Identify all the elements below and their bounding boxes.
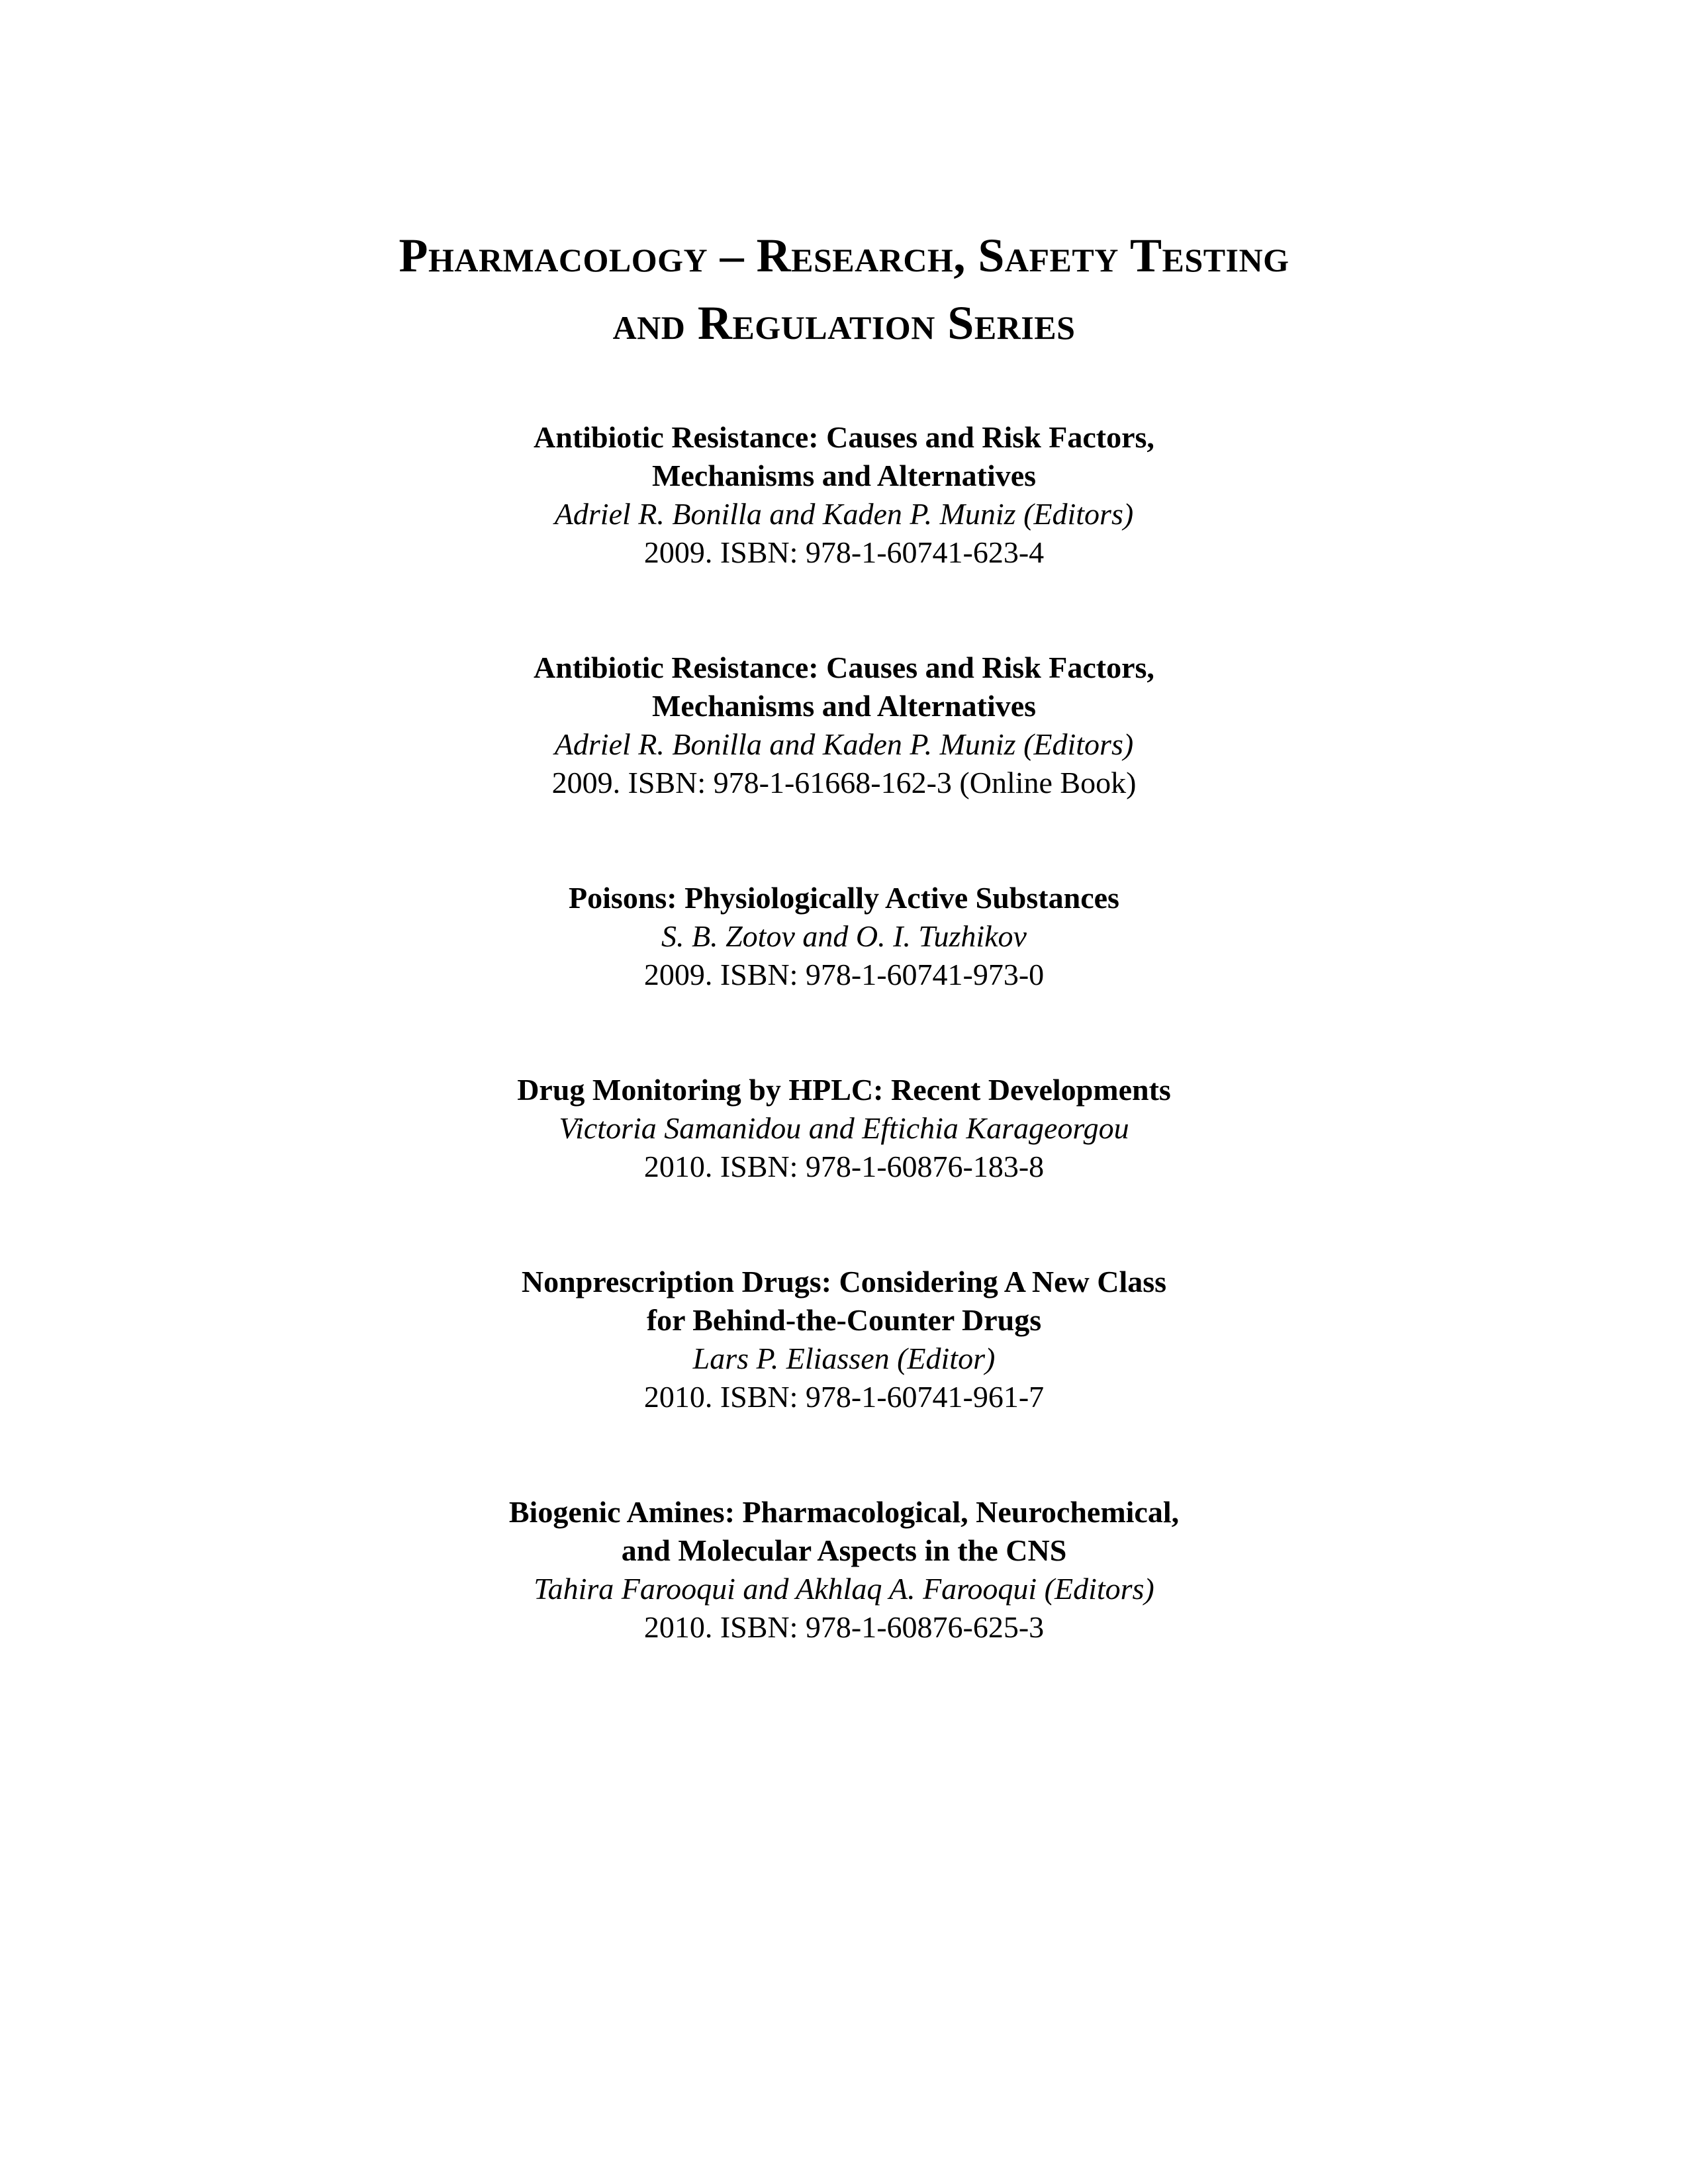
- series-title-line-1: Pharmacology – Research, Safety Testing: [399, 229, 1289, 282]
- book-list: [0, 418, 1688, 1723]
- book-authors: Adriel R. Bonilla and Kaden P. Muniz (Editors): [554, 727, 1134, 761]
- book-title-line-2: Mechanisms and Alternatives: [651, 459, 1037, 492]
- book-isbn: 2009. ISBN: 978-1-61668-162-3 (Online Book): [551, 766, 1137, 799]
- book-isbn: 2010. ISBN: 978-1-60876-183-8: [643, 1150, 1045, 1183]
- book-title-line-1: Antibiotic Resistance: Causes and Risk Factors,: [534, 420, 1154, 454]
- book-authors: Tahira Farooqui and Akhlaq A. Farooqui (Editors): [534, 1572, 1154, 1606]
- book-isbn: 2010. ISBN: 978-1-60876-625-3: [643, 1610, 1045, 1644]
- book-isbn: 2010. ISBN: 978-1-60741-961-7: [643, 1380, 1045, 1414]
- book-title-line-1: Nonprescription Drugs: Considering A New Class: [521, 1265, 1167, 1298]
- book-title-line-2: Mechanisms and Alternatives: [651, 689, 1037, 723]
- book-title-line-1: Poisons: Physiologically Active Substances: [569, 881, 1119, 915]
- book-entry: [0, 1263, 1688, 1416]
- book-entry: [0, 418, 1688, 572]
- book-isbn: 2009. ISBN: 978-1-60741-973-0: [643, 958, 1045, 991]
- book-entry: [0, 879, 1688, 994]
- book-entry: [0, 649, 1688, 802]
- book-title-line-2: and Molecular Aspects in the CNS: [621, 1533, 1067, 1567]
- book-authors: Adriel R. Bonilla and Kaden P. Muniz (Editors): [554, 497, 1134, 531]
- book-title-line-1: Drug Monitoring by HPLC: Recent Developments: [517, 1073, 1171, 1107]
- book-entry: [0, 1493, 1688, 1647]
- book-title-line-1: Biogenic Amines: Pharmacological, Neurochemical,: [508, 1495, 1180, 1529]
- book-title-line-2: for Behind-the-Counter Drugs: [646, 1303, 1042, 1337]
- book-title-line-1: Antibiotic Resistance: Causes and Risk Factors,: [534, 651, 1154, 684]
- series-title-line-2: and Regulation Series: [612, 296, 1076, 349]
- book-authors: Lars P. Eliassen (Editor): [692, 1342, 996, 1375]
- book-authors: S. B. Zotov and O. I. Tuzhikov: [661, 919, 1027, 953]
- book-isbn: 2009. ISBN: 978-1-60741-623-4: [643, 535, 1045, 569]
- book-authors: Victoria Samanidou and Eftichia Karageorgou: [559, 1111, 1129, 1145]
- book-entry: [0, 1071, 1688, 1186]
- series-title: [0, 222, 1688, 357]
